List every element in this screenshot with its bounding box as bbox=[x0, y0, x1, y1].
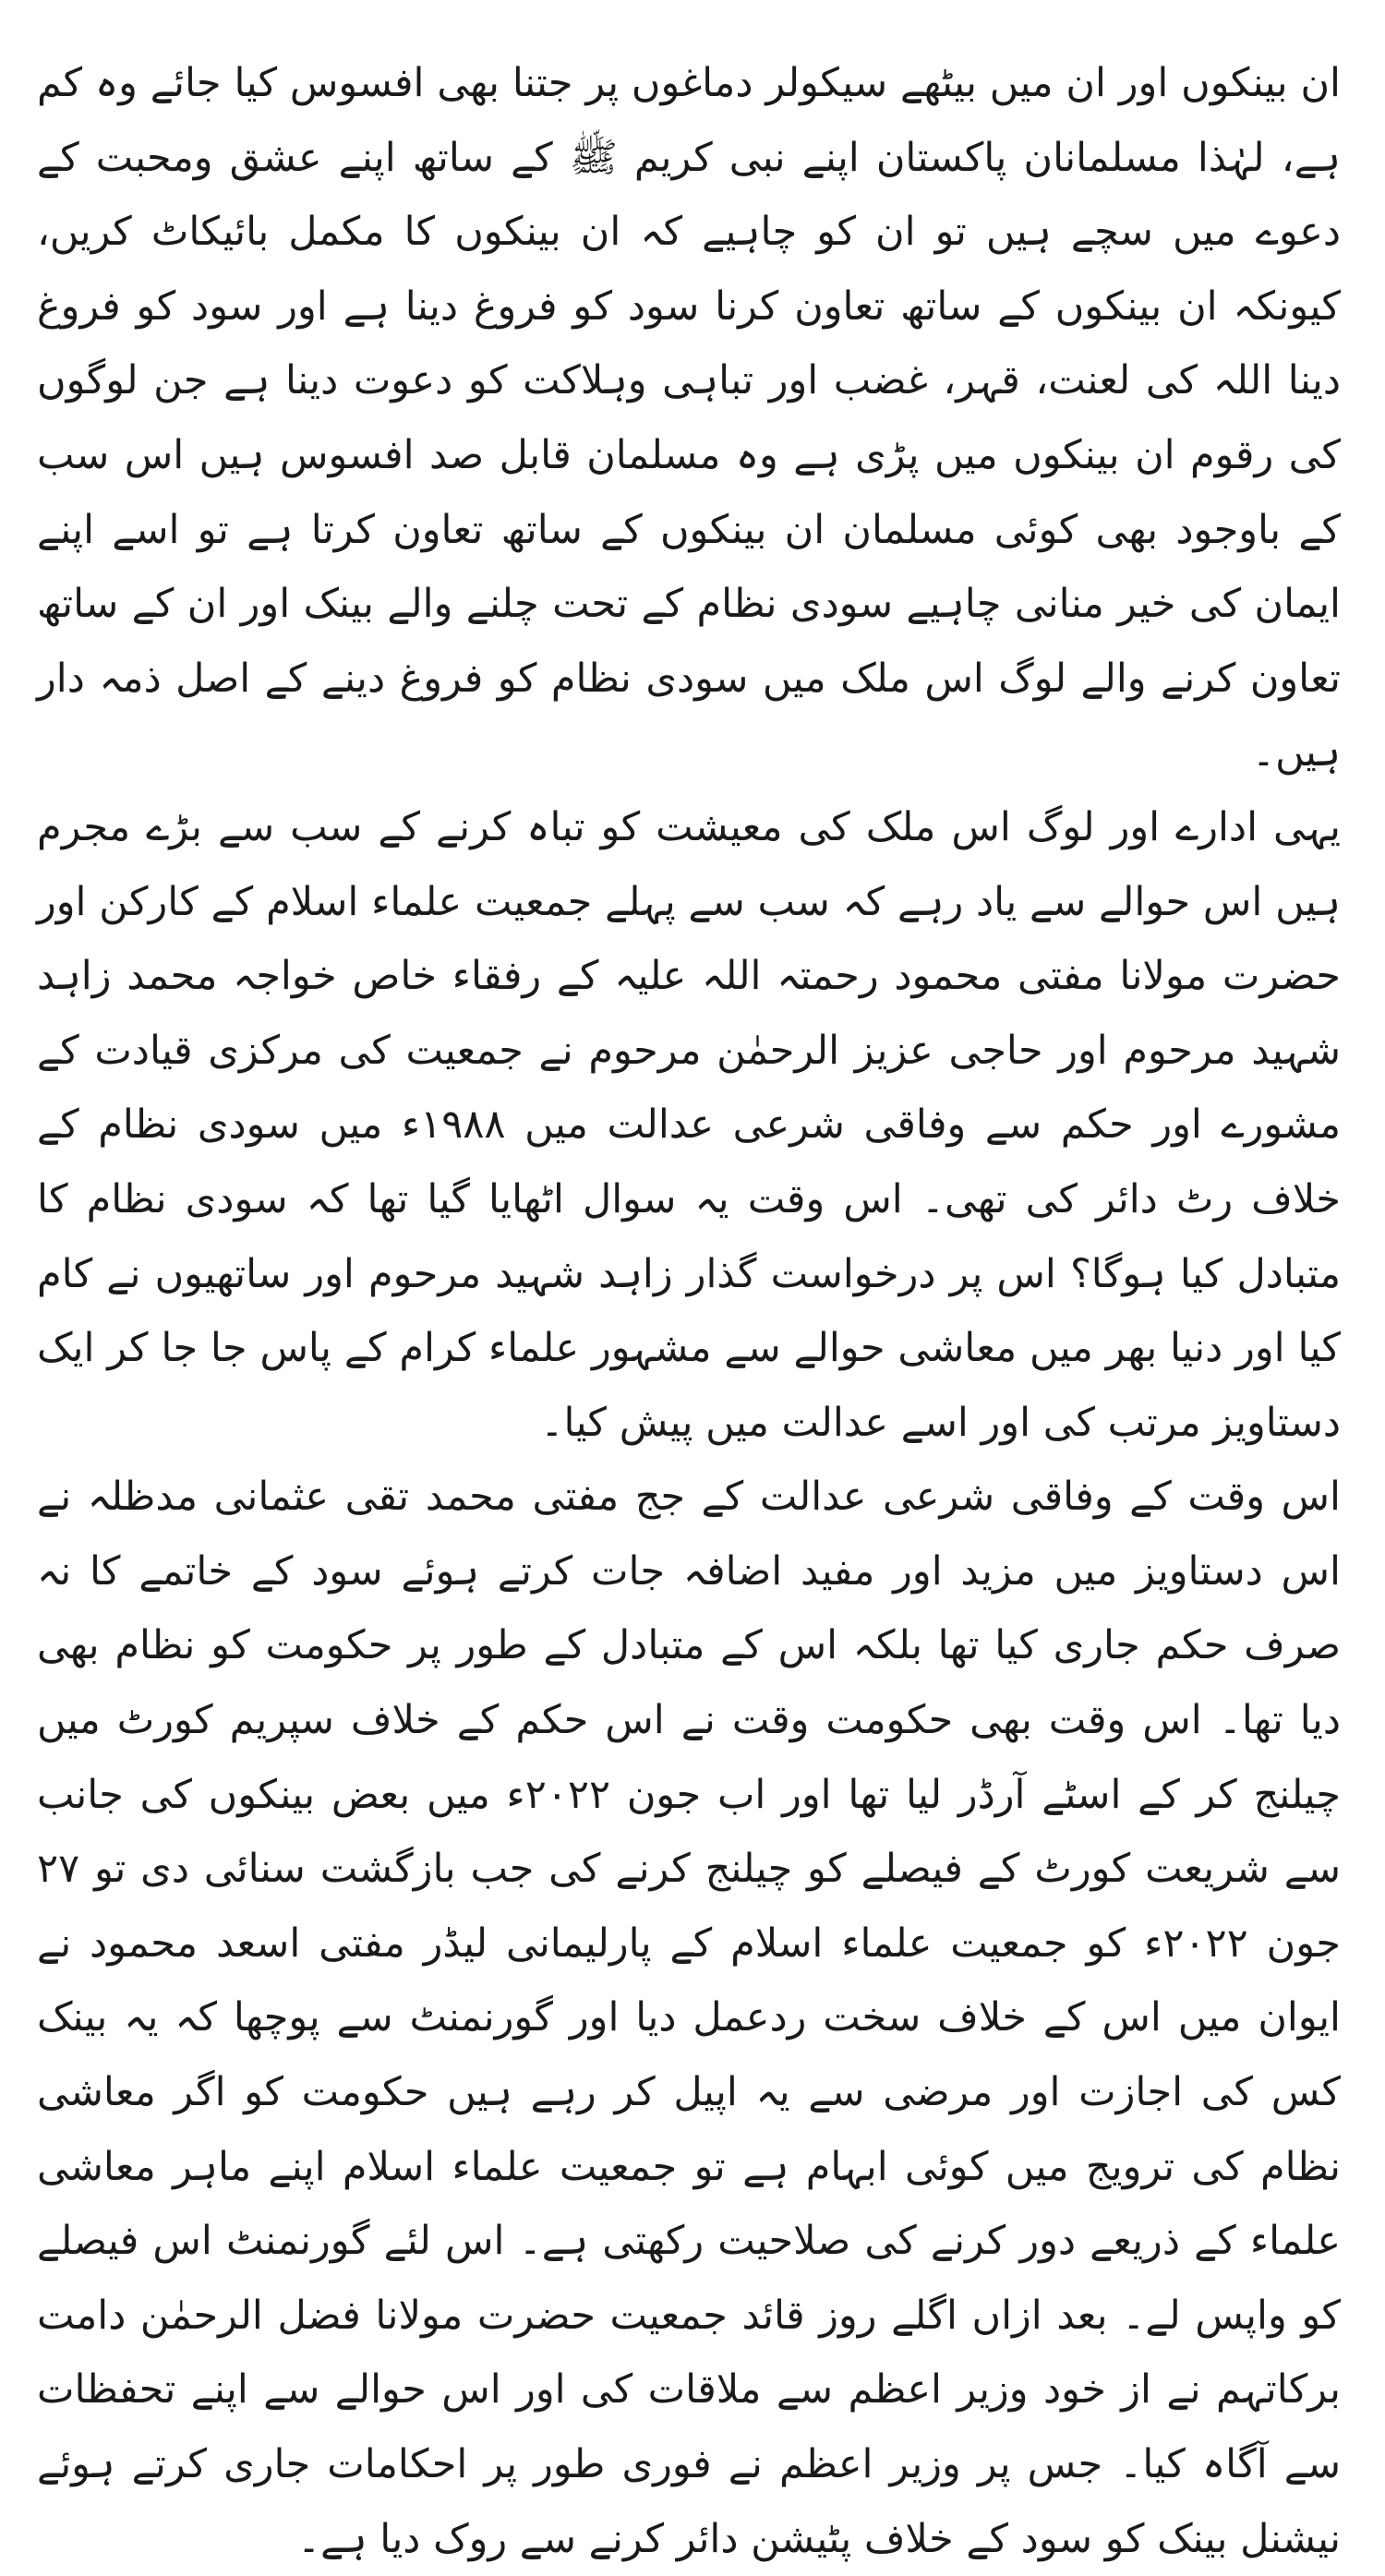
article-body bbox=[37, 46, 1341, 2576]
paragraph-1: ان بینکوں اور ان میں بیٹھے سیکولر دماغوں پر جتنا بھی افسوس کیا جائے وہ کم ہے، لہٰذا مسلمانان پاکستان اپنے نبی کریم ﷺ کے ساتھ اپنے عشق ومحبت کے دعوے میں سچے ہیں تو ان کو چاہیے کہ ان بینکوں کا مکمل بائیکاٹ کریں، کیونکہ ان بینکوں کے ساتھ تعاون کرنا سود کو فروغ دینا ہے اور سود کو فروغ دینا اللہ کی لعنت، قہر، غضب اور تباہی وہلاکت کو دعوت دینا ہے جن لوگوں کی رقوم ان بینکوں میں پڑی ہے وہ مسلمان قابل صد افسوس ہیں اس سب کے باوجود بھی کوئی مسلمان ان بینکوں کے ساتھ تعاون کرتا ہے تو اسے اپنے ایمان کی خیر منانی چاہیے سودی نظام کے تحت چلنے والے بینک اور ان کے ساتھ تعاون کرنے والے لوگ اس ملک میں سودی نظام کو فروغ دینے کے اصل ذمہ دار ہیں۔ bbox=[37, 60, 1341, 776]
paragraph-3: اس وقت کے وفاقی شرعی عدالت کے جج مفتی محمد تقی عثمانی مدظلہ نے اس دستاویز میں مزید اور مفید اضافہ جات کرتے ہوئے سود کے خاتمے کا نہ صرف حکم جاری کیا تھا بلکہ اس کے متبادل کے طور پر حکومت کو نظام بھی دیا تھا۔ اس وقت بھی حکومت وقت نے اس حکم کے خلاف سپریم کورٹ میں چیلنج کر کے اسٹے آرڈر لیا تھا اور اب جون ۲۰۲۲ء میں بعض بینکوں کی جانب سے شریعت کورٹ کے فیصلے کو چیلنج کرنے کی جب بازگشت سنائی دی تو ۲۷ جون ۲۰۲۲ء کو جمعیت علماء اسلام کے پارلیمانی لیڈر مفتی اسعد محمود نے ایوان میں اس کے خلاف سخت ردعمل دیا اور گورنمنٹ سے پوچھا کہ یہ بینک کس کی اجازت اور مرضی سے یہ اپیل کر رہے ہیں حکومت کو اگر معاشی نظام کی ترویج میں کوئی ابہام ہے تو جمعیت علماء اسلام اپنے ماہر معاشی علماء کے ذریعے دور کرنے کی صلاحیت رکھتی ہے۔ اس لئے گورنمنٹ اس فیصلے کو واپس لے۔ بعد ازاں اگلے روز قائد جمعیت حضرت مولانا فضل الرحمٰن دامت برکاتہم نے از خود وزیر اعظم سے ملاقات کی اور اس حوالے سے اپنے تحفظات سے آگاہ کیا۔ جس پر وزیر اعظم نے فوری طور پر احکامات جاری کرتے ہوئے نیشنل بینک کو سود کے خلاف پٹیشن دائر کرنے سے روک دیا ہے۔ bbox=[37, 1474, 1342, 2562]
paragraph-2: یہی ادارے اور لوگ اس ملک کی معیشت کو تباہ کرنے کے سب سے بڑے مجرم ہیں اس حوالے سے یاد رہے کہ سب سے پہلے جمعیت علماء اسلام کے کارکن اور حضرت مولانا مفتی محمود رحمتہ اللہ علیہ کے رفقاء خاص خواجہ محمد زاہد شہید مرحوم اور حاجی عزیز الرحمٰن مرحوم نے جمعیت کی مرکزی قیادت کے مشورے اور حکم سے وفاقی شرعی عدالت میں ۱۹۸۸ء میں سودی نظام کے خلاف رٹ دائر کی تھی۔ اس وقت یہ سوال اٹھایا گیا تھا کہ سودی نظام کا متبادل کیا ہوگا؟ اس پر درخواست گذار زاہد شہید مرحوم اور ساتھیوں نے کام کیا اور دنیا بھر میں معاشی حوالے سے مشہور علماء کرام کے پاس جا جا کر ایک دستاویز مرتب کی اور اسے عدالت میں پیش کیا۔ bbox=[37, 803, 1341, 1446]
